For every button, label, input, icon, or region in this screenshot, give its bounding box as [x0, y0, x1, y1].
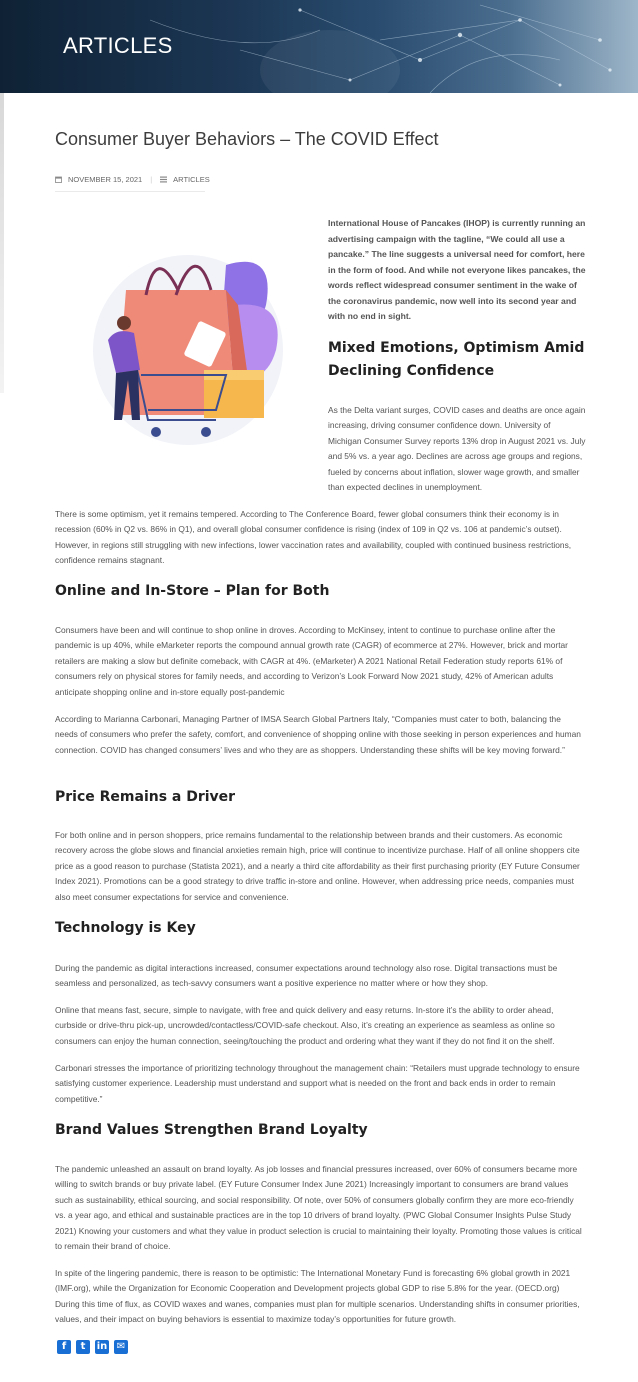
- share-bar: [57, 1340, 128, 1354]
- article-meta: [55, 175, 210, 184]
- list-icon: [160, 176, 167, 183]
- paragraph-optimistic-outlook: In spite of the lingering pandemic, there is reason to be optimistic: The International Monetary Fund is forecasting 6% global growth in 2021 (IMF.org), while the Organization for Economic Cooperation and Development projects global GDP to rise 5.8% for the year. (OECD.org) During this time of flux, as COVID waxes and wanes, companies must plan for multiple scenarios. Understanding shifts in consumer priorities, values, and their impact on buying behaviors is essential to maximize today’s opportunities for future growth.: [55, 1268, 580, 1325]
- facebook-icon[interactable]: f: [57, 1340, 71, 1354]
- section-heading-technology: Technology is Key: [55, 920, 196, 936]
- section-heading-online-instore: Online and In-Store – Plan for Both: [55, 583, 330, 599]
- article-title: Consumer Buyer Behaviors – The COVID Effect: [55, 129, 439, 149]
- paragraph-tech-expectations: During the pandemic as digital interactions increased, consumer expectations around technology also rose. Digital transactions must be seamless and personalized, as tech-savvy consumers want a positive experience no matter where or how they shop.: [55, 963, 558, 989]
- paragraph-delta-variant: As the Delta variant surges, COVID cases and deaths are once again increasing, driving consumer confidence down. University of Michigan Consumer Survey reports 13% drop in August 2021 vs. July and 5% vs. a year ago. Declines are across age groups and regions, fueled by concerns about inflation, slower wage growth, and smaller than expected declines in unemployment.: [328, 405, 586, 493]
- article-date: NOVEMBER 15, 2021: [68, 175, 143, 184]
- paragraph-price: For both online and in person shoppers, price remains fundamental to the relationship between brands and their customers. As economic recovery across the globe slows and financial anxieties remain high, price will continue to incentivize purchase. Half of all online shoppers cite price as a good reason to purchase (Statista 2021), and a nearly a third cite affordability as their first purchasing priority (EY Future Consumer Index 2021). Promotions can be a good strategy to drive traffic in-store and online. However, when addressing price needs, companies must also meet consumer expectations for service and convenience.: [55, 830, 580, 902]
- paragraph-tech-online: Online that means fast, secure, simple to navigate, with free and quick delivery and easy returns. In-store it’s the ability to order ahead, curbside or drive-thru pick-up, uncrowded/contactless/COVID-safe checkout. Also, it’s creating an experience as seamless as online so consumers can enjoy the human connection, seeing/touching the product and ordering what they want if they do not find it on the shelf.: [55, 1005, 555, 1046]
- section-heading-price: Price Remains a Driver: [55, 789, 236, 805]
- section-heading-brand-values: Brand Values Strengthen Brand Loyalty: [55, 1122, 368, 1138]
- linkedin-icon[interactable]: in: [96, 1341, 108, 1352]
- email-icon[interactable]: ✉: [114, 1340, 128, 1354]
- twitter-icon[interactable]: t: [76, 1340, 90, 1354]
- meta-divider: [55, 191, 205, 192]
- paragraph-tech-carbonari: Carbonari stresses the importance of prioritizing technology throughout the management chain: “Retailers must upgrade technology to ensure satisfying customer experience. Leadership must understand and support what is needed on the front and back ends in order to remain competitive.”: [55, 1063, 580, 1104]
- hero-banner: [0, 0, 638, 93]
- calendar-icon: [55, 176, 62, 183]
- left-edge-shadow: [0, 93, 4, 393]
- paragraph-brand-loyalty: The pandemic unleashed an assault on brand loyalty. As job losses and financial pressures increased, over 60% of consumers became more willing to switch brands or buy private label. (EY Future Consumer Index June 2021) Increasingly important to consumers are brand values such as sustainability, ethical sourcing, and social responsibility. Of note, over 50% of consumers globally confirm they are more eco-friendly vs. a year ago, and ethical and sustainable practices are in the top 10 drivers of brand loyalty. (PWC Global Consumer Insights Pulse Study 2021) Knowing your customers and what they value in product selection is crucial to maintaining their loyalty. Promoting those values is critical to remain their brand of choice.: [55, 1164, 582, 1252]
- paragraph-online-shopping: Consumers have been and will continue to shop online in droves. According to McKinsey, intent to continue to purchase online after the pandemic is up 40%, while eMarketer reports the compound annual growth rate (CAGR) of ecommerce at 27%. However, brick and mortar retailers are making a slow but definite comeback, with CAGR at 4%. (eMarketer) A 2021 National Retail Federation study reports 61% of consumers rely on physical stores for family needs, and according to Verizon’s Look Forward Now 2021 study, 42% of American adults anticipate shopping online and in-store equally post-pandemic: [55, 625, 568, 697]
- paragraph-optimism: There is some optimism, yet it remains tempered. According to The Conference Board, fewer global consumers think their economy is in recession (60% in Q2 vs. 86% in Q1), and overall global consumer confidence is rising (index of 109 in Q2 vs. 106 at pandemic’s outset). However, in regions still struggling with new infections, lower vaccination rates and availability, coupled with continued business restrictions, confidence remains stagnant.: [55, 509, 572, 566]
- section-heading-mixed-emotions: Mixed Emotions, Optimism Amid Declining Confidence: [328, 340, 585, 379]
- article-category-link[interactable]: ARTICLES: [173, 175, 210, 184]
- lead-paragraph: International House of Pancakes (IHOP) is currently running an advertising campaign with the tagline, “We could all use a pancake.” The line suggests a universal need for comfort, here in the form of food. And while not everyone likes pancakes, the words reflect widespread consumer sentiment in the wake of the coronavirus pandemic, now well into its second year and with no end in sight.: [328, 218, 586, 321]
- page-heading: ARTICLES: [63, 33, 173, 58]
- meta-separator: |: [150, 175, 153, 184]
- paragraph-carbonari-quote: According to Marianna Carbonari, Managing Partner of IMSA Search Global Partners Italy, “Companies must cater to both, balancing the needs of consumers who prefer the safety, comfort, and convenience of shopping online with those seeking in person experiences and human connection. COVID has changed consumers’ lives and who they are as shoppers. Understanding these shifts will be key moving forward.”: [55, 714, 581, 755]
- shopping-illustration: [86, 245, 291, 450]
